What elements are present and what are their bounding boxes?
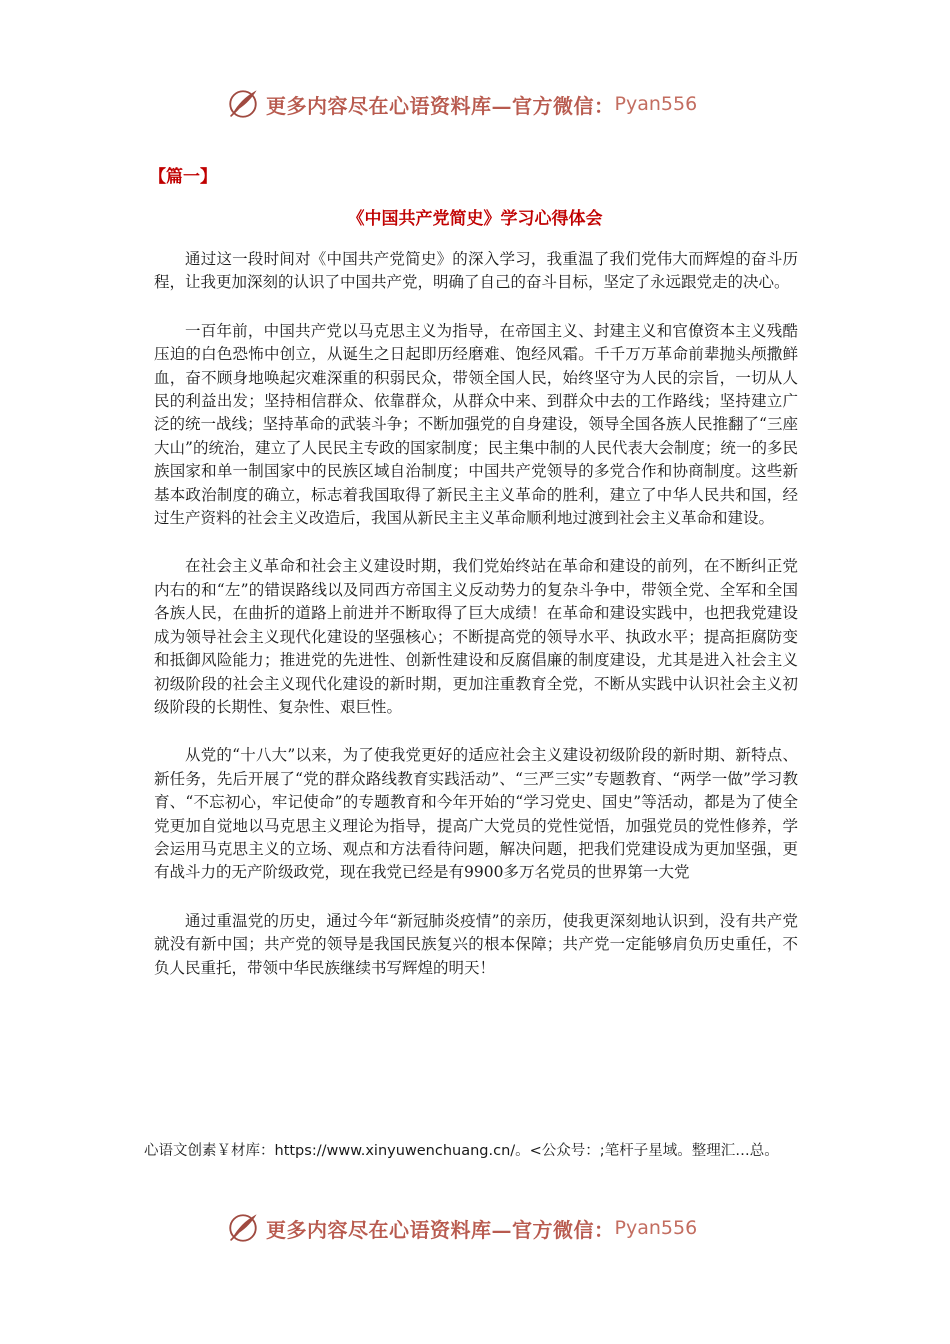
section-label: 【篇一】 xyxy=(149,167,217,187)
document-title: 《中国共产党简史》学习心得体会 xyxy=(347,209,603,229)
quill-pen-logo-icon xyxy=(226,87,260,121)
quill-pen-logo-icon xyxy=(226,1211,260,1245)
paragraph-1: 通过这一段时间对《中国共产党简史》的深入学习，我重温了我们党伟大而辉煌的奋斗历程，让我更加深刻的认识了中国共产党，明确了自己的奋斗目标，坚定了永远跟党走的决心。 xyxy=(154,250,798,292)
footer-banner xyxy=(226,1210,746,1246)
paragraph-4: 从党的“十八大”以来，为了使我党更好的适应社会主义建设初级阶段的新时期、新特点、新任务，先后开展了“党的群众路线教育实践活动”、“三严三实”专题教育、“两学一做”学习教育、“不忘初心，牢记使命”的专题教育和今年开始的“学习党史、国史”等活动，都是为了使全党更加自觉地以马克思主义理论为指导，提高广大党员的党性觉悟，加强党员的党性修养，学会运用马克思主义的立场、观点和方法看待问题，解决问题，把我们党建设成为更加坚强，更有战斗力的无产阶级政党，现在我党已经是有9900多万名党员的世界第一大党 xyxy=(154,746,798,882)
banner-wechat-id: Pyan556 xyxy=(614,1217,698,1239)
banner-text: 更多内容尽在心语资料库—官方微信： xyxy=(266,1217,615,1242)
document-body xyxy=(154,248,798,1005)
paragraph-5: 通过重温党的历史，通过今年“新冠肺炎疫情”的亲历，使我更深刻地认识到，没有共产党就没有新中国；共产党的领导是我国民族复兴的根本保障；共产党一定能够肩负历史重任，不负人民重托，带领中华民族继续书写辉煌的明天！ xyxy=(154,911,798,977)
paragraph-2: 一百年前，中国共产党以马克思主义为指导，在帝国主义、封建主义和官僚资本主义残酷压迫的白色恐怖中创立，从诞生之日起即历经磨难、饱经风霜。千千万万革命前辈抛头颅撒鲜血，奋不顾身地唤起灾难深重的积弱民众，带领全国人民，始终坚守为人民的宗旨，一切从人民的利益出发；坚持相信群众、依靠群众，从群众中来、到群众中去的工作路线；坚持建立广泛的统一战线；坚持革命的武装斗争；不断加强党的自身建设，领导全国各族人民推翻了“三座大山”的统治，建立了人民民主专政的国家制度；民主集中制的人民代表大会制度；统一的多民族国家和单一制国家中的民族区域自治制度；中国共产党领导的多党合作和协商制度。这些新基本政治制度的确立，标志着我国取得了新民主主义革命的胜利，建立了中华人民共和国，经过生产资料的社会主义改造后，我国从新民主主义革命顺利地过渡到社会主义革命和建设。 xyxy=(154,321,798,528)
banner-text: 更多内容尽在心语资料库—官方微信： xyxy=(266,93,615,118)
source-note: 心语文创素￥材库：https://www.xinyuwenchuang.cn/。<公众号：;笔杆子星域。整理汇…总。 xyxy=(144,1143,779,1159)
banner-wechat-id: Pyan556 xyxy=(614,93,698,115)
header-banner xyxy=(226,86,746,122)
paragraph-3: 在社会主义革命和社会主义建设时期，我们党始终站在革命和建设的前列，在不断纠正党内右的和“左”的错误路线以及同西方帝国主义反动势力的复杂斗争中，带领全党、全军和全国各族人民，在曲折的道路上前进并不断取得了巨大成绩！在革命和建设实践中，也把我党建设成为领导社会主义现代化建设的坚强核心；不断提高党的领导水平、执政水平；提高拒腐防变和抵御风险能力；推进党的先进性、创新性建设和反腐倡廉的制度建设，尤其是进入社会主义初级阶段的社会主义现代化建设的新时期，更加注重教育全党，不断从实践中认识社会主义初级阶段的长期性、复杂性、艰巨性。 xyxy=(154,557,798,716)
